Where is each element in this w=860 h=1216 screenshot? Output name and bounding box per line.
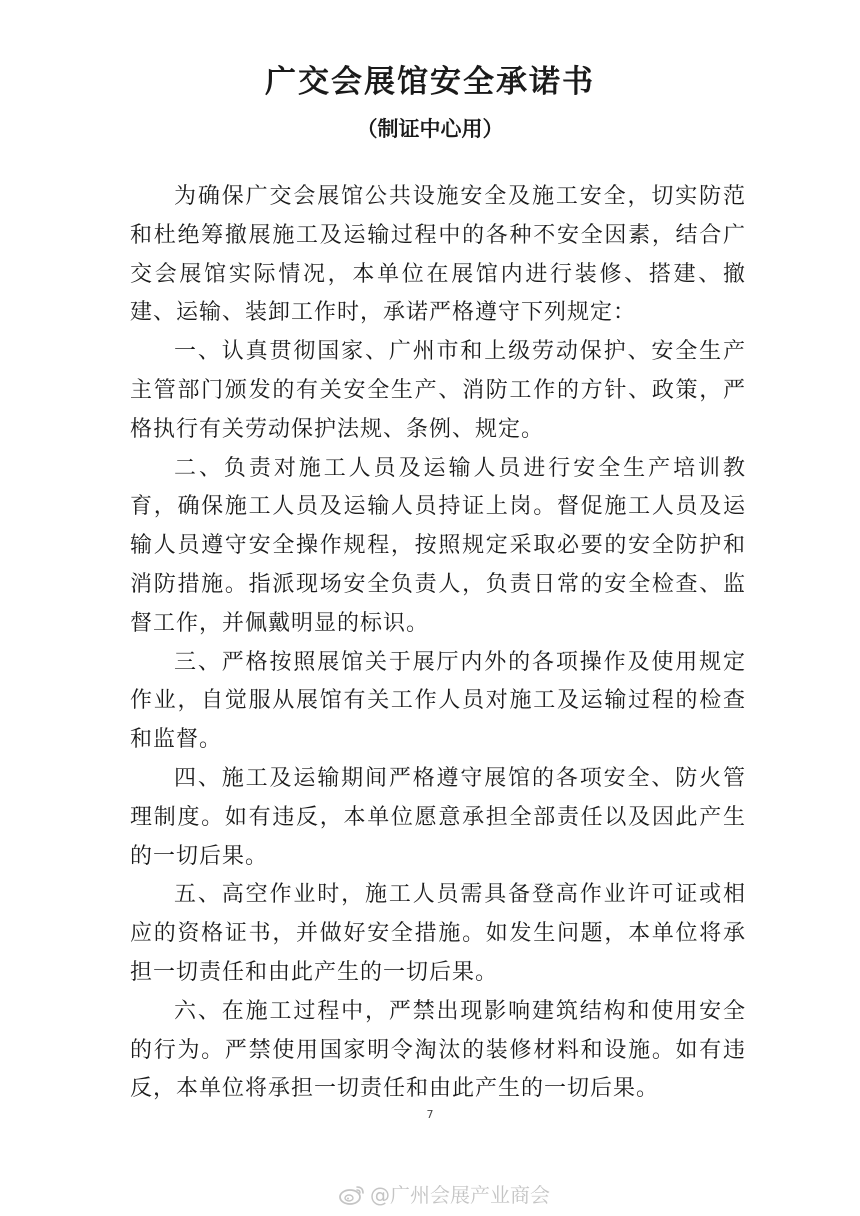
weibo-icon	[338, 1184, 366, 1206]
watermark-text: @广州会展产业商会	[370, 1183, 550, 1207]
document-title: 广交会展馆安全承诺书	[265, 64, 595, 100]
clause-2-paragraph: 二、负责对施工人员及运输人员进行安全生产培训教育，确保施工人员及运输人员持证上岗。督促施工人员及运输人员遵守安全操作规程，按照规定采取必要的安全防护和消防措施。指派现场安全负责人，负责日常的安全检查、监督工作，并佩戴明显的标识。	[130, 455, 746, 636]
watermark	[338, 1182, 550, 1208]
clause-4-paragraph: 四、施工及运输期间严格遵守展馆的各项安全、防火管理制度。如有违反，本单位愿意承担全部责任以及因此产生的一切后果。	[130, 765, 746, 869]
document-body	[130, 178, 746, 1109]
intro-paragraph: 为确保广交会展馆公共设施安全及施工安全，切实防范和杜绝筹撤展施工及运输过程中的各种不安全因素，结合广交会展馆实际情况，本单位在展馆内进行装修、搭建、撤建、运输、装卸工作时，承诺严格遵守下列规定：	[130, 184, 746, 326]
page-number: 7	[426, 1108, 434, 1121]
clause-1-paragraph: 一、认真贯彻国家、广州市和上级劳动保护、安全生产主管部门颁发的有关安全生产、消防工作的方针、政策，严格执行有关劳动保护法规、条例、规定。	[130, 339, 746, 442]
clause-5-paragraph: 五、高空作业时，施工人员需具备登高作业许可证或相应的资格证书，并做好安全措施。如发生问题，本单位将承担一切责任和由此产生的一切后果。	[130, 882, 746, 985]
clause-3-paragraph: 三、严格按照展馆关于展厅内外的各项操作及使用规定作业，自觉服从展馆有关工作人员对施工及运输过程的检查和监督。	[130, 649, 746, 753]
document-subtitle: （制证中心用）	[356, 117, 504, 141]
clause-6-paragraph: 六、在施工过程中，严禁出现影响建筑结构和使用安全的行为。严禁使用国家明令淘汰的装修材料和设施。如有违反，本单位将承担一切责任和由此产生的一切后果。	[130, 998, 746, 1102]
